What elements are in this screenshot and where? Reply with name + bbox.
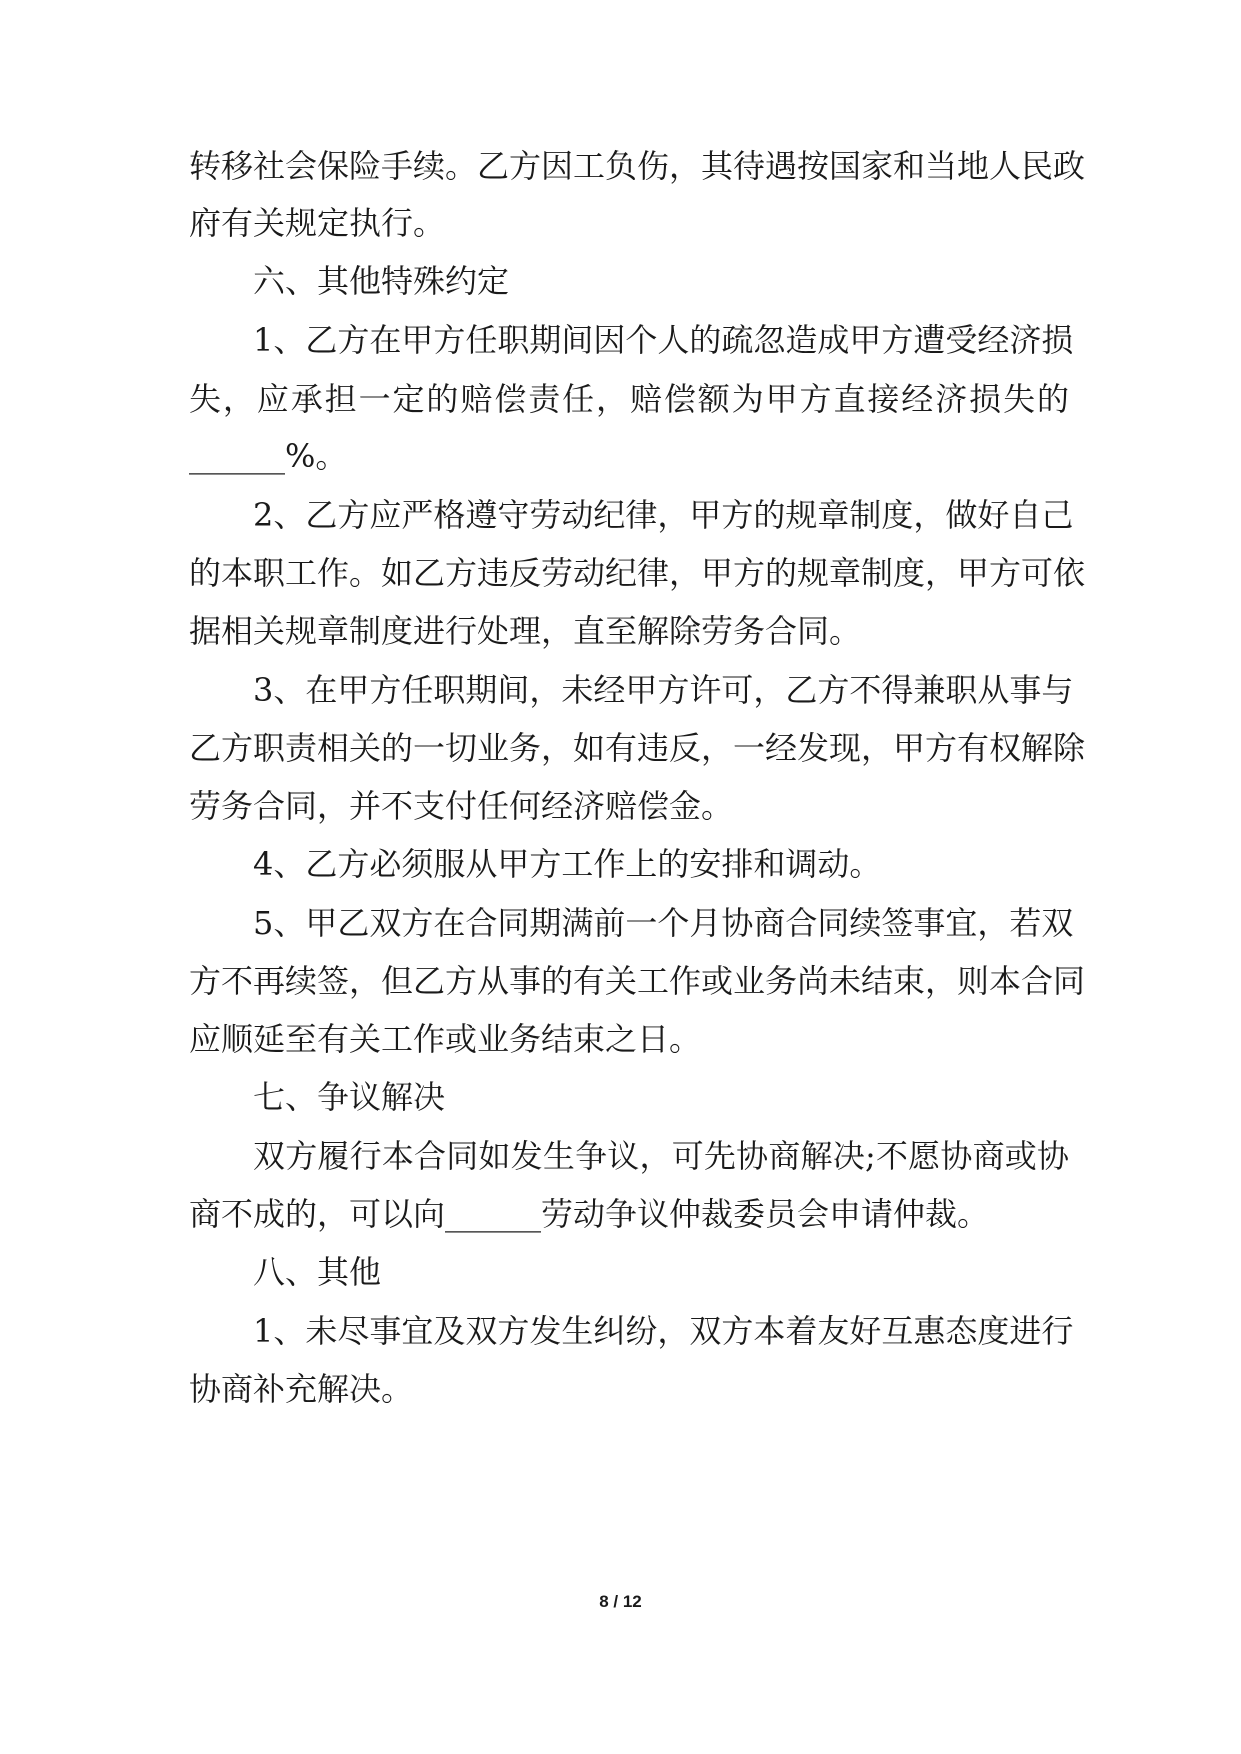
section-heading: 六、其他特殊约定 [253,262,510,300]
paragraph-line: 劳务合同，并不支付任何经济赔偿金。 [189,787,734,825]
paragraph-line: 1、乙方在甲方任职期间因个人的疏忽造成甲方遭受经济损 [253,321,1074,359]
paragraph-line: 商不成的，可以向______劳动争议仲裁委员会申请仲裁。 [189,1195,990,1233]
paragraph-line: 转移社会保险手续。乙方因工负伤，其待遇按国家和当地人民政 [189,147,1086,185]
paragraph-line: 应顺延至有关工作或业务结束之日。 [189,1020,702,1058]
paragraph-line: ______%。 [189,437,348,475]
paragraph-line: 3、在甲方任职期间，未经甲方许可，乙方不得兼职从事与 [253,671,1074,709]
page-number: 8 / 12 [599,1592,642,1611]
paragraph-line: 据相关规章制度进行处理，直至解除劳务合同。 [189,612,862,650]
paragraph-line: 乙方职责相关的一切业务，如有违反，一经发现，甲方有权解除 [189,729,1086,767]
paragraph-line: 方不再续签，但乙方从事的有关工作或业务尚未结束，则本合同 [189,962,1086,1000]
paragraph-line: 5、甲乙双方在合同期满前一个月协商合同续签事宜，若双 [253,904,1074,942]
paragraph-line: 失，应承担一定的赔偿责任，赔偿额为甲方直接经济损失的 [189,380,1069,418]
paragraph-line: 1、未尽事宜及双方发生纠纷，双方本着友好互惠态度进行 [253,1312,1074,1350]
paragraph-line: 的本职工作。如乙方违反劳动纪律，甲方的规章制度，甲方可依 [189,554,1086,592]
section-heading: 八、其他 [253,1253,382,1291]
paragraph-line: 府有关规定执行。 [189,204,446,242]
section-heading: 七、争议解决 [253,1078,446,1116]
paragraph-line: 2、乙方应严格遵守劳动纪律，甲方的规章制度，做好自己 [253,496,1074,534]
paragraph-line: 4、乙方必须服从甲方工作上的安排和调动。 [253,845,882,883]
paragraph-line: 协商补充解决。 [189,1370,414,1408]
paragraph-line: 双方履行本合同如发生争议，可先协商解决;不愿协商或协 [253,1137,1069,1175]
